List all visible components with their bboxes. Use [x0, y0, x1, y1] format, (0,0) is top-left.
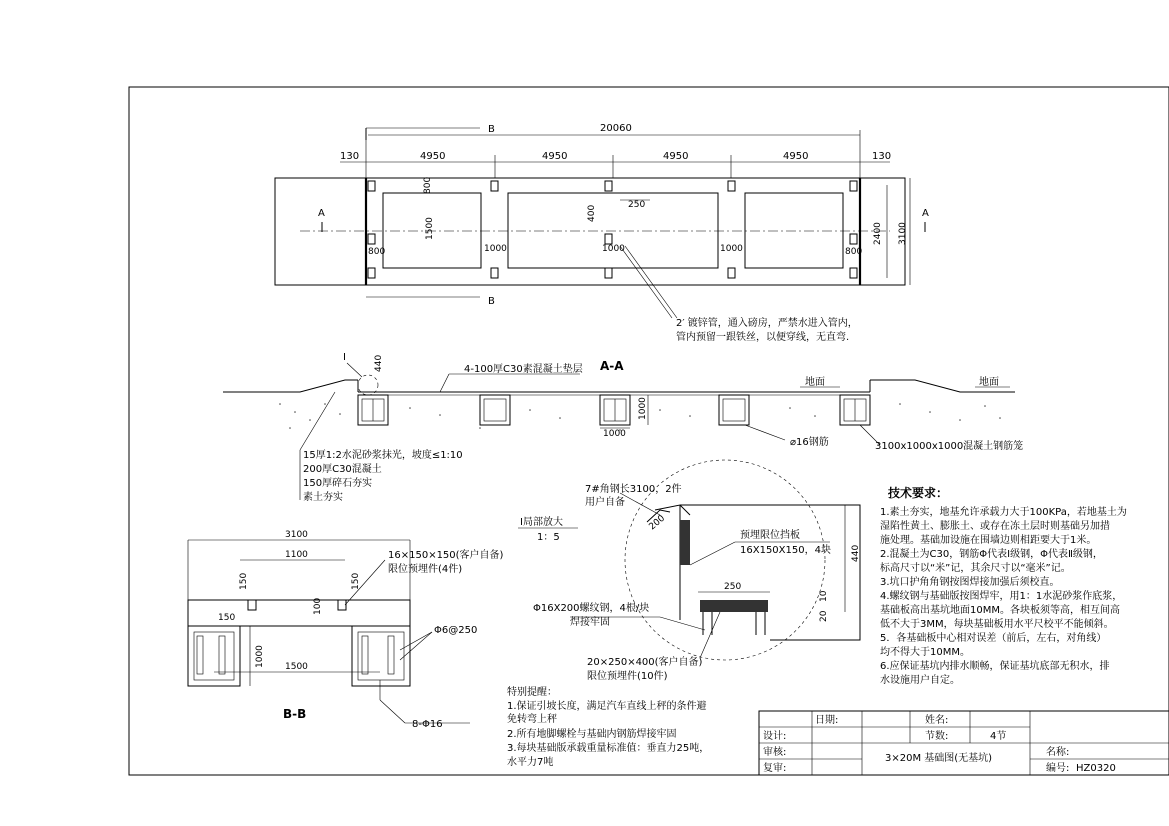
detail-dim-440: 440	[851, 544, 861, 562]
tech-line-11: 均不得大于10MM。	[880, 647, 970, 658]
notes-line-5: 水平力7吨	[507, 757, 554, 768]
detail-bolt-note-2: 焊接牢固	[570, 617, 610, 628]
bb-dim-150a: 150	[239, 572, 249, 590]
detail-part-note-2: 限位预埋件(10件)	[587, 671, 668, 682]
section-aa-dim-1000-v: 1000	[638, 397, 648, 420]
plan-dim-2400: 2400	[873, 222, 883, 245]
plan-dim-400: 400	[587, 204, 597, 222]
section-aa-ground-2: 地面	[979, 377, 999, 388]
plan-section-mark-a-left: A	[318, 208, 325, 219]
ground-profile-left	[223, 380, 358, 392]
tb-recheck: 复审:	[763, 763, 787, 774]
section-aa-cage-label: 3100x1000x1000混凝土钢筋笼	[875, 441, 1024, 452]
tech-line-8: 基础板高出基坑地面10MM。各块板须等高，相互间高	[880, 605, 1120, 616]
section-aa-title: A-A	[600, 359, 624, 373]
plan-dim-1500: 1500	[425, 217, 435, 240]
tb-sections: 节数:	[925, 731, 949, 742]
section-bb	[188, 530, 504, 730]
plan-dim-total: 20060	[600, 123, 632, 134]
plan-section-mark-a-right: A	[922, 208, 929, 219]
detail-angle-note-2: 用户自备	[585, 497, 625, 508]
detail-dim-20: 20	[819, 610, 829, 622]
detail-plate-spec: 16X150X150，4块	[740, 545, 831, 556]
bb-dim-1500: 1500	[285, 662, 308, 672]
section-aa-layer-3: 150厚碎石夯实	[303, 478, 373, 489]
detail-dim-250: 250	[724, 582, 742, 592]
cage-1	[358, 395, 388, 425]
detail-scale: 1：5	[537, 532, 560, 543]
plan-outline	[275, 178, 905, 285]
tech-line-6: 3.坑口护角角钢按图焊接加强后须校直。	[880, 577, 1060, 588]
section-aa-layer-4: 素土夯实	[303, 492, 343, 503]
bb-part-note-2: 限位预埋件(4件)	[388, 564, 463, 575]
plan-pipe-note-2: 管内预留一跟铁丝，以便穿线，无直弯.	[676, 332, 850, 343]
plan-dim-span-1: 4950	[420, 151, 446, 162]
detail-dim-10: 10	[819, 590, 829, 602]
tb-name: 姓名:	[925, 715, 949, 726]
detail-dim-200: 200	[647, 513, 668, 533]
tech-line-3: 施处理。基础加设施在围墙边则相距要大于1米。	[880, 535, 1097, 546]
detail-angle-note-1: 7#角钢长3100，2件	[585, 484, 682, 495]
special-notes	[507, 685, 709, 768]
plan-pipe-note-1: 2′ 镀锌管，通入磅房，严禁水进入管内，	[676, 318, 858, 329]
notes-title: 特别提醒：	[507, 687, 557, 698]
bb-dim-3100: 3100	[285, 530, 308, 540]
tech-requirements	[880, 485, 1127, 686]
tech-line-4: 2.混凝土为C30，钢筋Φ代表Ⅰ级钢，Φ代表Ⅱ级钢，	[880, 549, 1103, 560]
notes-line-3: 2.所有地脚螺栓与基础内钢筋焊接牢固	[507, 729, 677, 740]
plan-dim-span-3: 4950	[663, 151, 689, 162]
cage-4	[719, 395, 749, 425]
bb-cage-left	[188, 626, 240, 686]
bb-dim-1000: 1000	[255, 645, 265, 668]
detail-part-note-1: 20×250×400(客户自备)	[587, 657, 703, 668]
section-aa-dim-1000-h: 1000	[603, 429, 626, 439]
tech-line-13: 水设施用户自定。	[880, 675, 960, 686]
plan-pad-2	[508, 193, 718, 268]
detail-i	[518, 460, 861, 682]
plan-view	[275, 123, 929, 343]
plan-dim-800-right: 800	[845, 247, 863, 257]
tech-line-10: 5．各基础板中心相对误差（前后，左右，对角线）	[880, 633, 1107, 644]
notes-line-2: 免转弯上秤	[507, 714, 557, 725]
cage-5	[840, 395, 870, 425]
notes-line-4: 3.每块基础版承载重量标准值：垂直力25吨，	[507, 743, 710, 754]
section-aa-ground-1: 地面	[805, 377, 825, 388]
bb-stirrup-label: Φ6@250	[434, 625, 478, 636]
plan-dim-1000-left: 1000	[484, 244, 507, 254]
bb-dim-1100: 1100	[285, 550, 308, 560]
tech-line-1: 1.素土夯实，地基允许承载力大于100KPa，若地基土为	[880, 507, 1127, 518]
tech-title: 技术要求：	[888, 486, 949, 500]
tb-design: 设计:	[763, 731, 787, 742]
tech-line-12: 6.应保证基坑内排水顺畅，保证基坑底部无积水，排	[880, 661, 1110, 672]
section-aa-dim-440: 440	[374, 354, 384, 372]
plan-bolts	[368, 181, 857, 278]
plan-dim-800-left: 800	[368, 247, 386, 257]
bb-dim-100: 100	[313, 597, 323, 615]
section-aa-layer-1: 15厚1:2水泥砂浆抹光，坡度≤1:10	[303, 450, 463, 461]
tech-line-2: 湿陷性黄土、膨胀土、或存在冻土层时则基础另加措	[880, 521, 1110, 532]
tb-number: HZ0320	[1076, 763, 1116, 774]
plan-dim-1000-mid: 1000	[602, 244, 625, 254]
plan-dim-end-left: 130	[340, 151, 360, 162]
bb-title: B-B	[283, 707, 307, 721]
tech-line-5: 标高尺寸以“米”记，其余尺寸以“毫米”记。	[880, 563, 1071, 574]
tb-date: 日期:	[815, 715, 839, 726]
plan-dim-span-4: 4950	[783, 151, 809, 162]
plan-dim-250: 250	[628, 200, 646, 210]
tech-line-7: 4.螺纹钢与基础版按图焊牢，用1：1水泥砂浆作底浆，	[880, 591, 1123, 602]
notes-line-1: 1.保证引坡长度，满足汽车直线上秤的条件避	[507, 701, 707, 712]
cage-2	[480, 395, 510, 425]
plan-dim-end-right: 130	[872, 151, 892, 162]
section-aa-layer-label: 4-100厚C30素混凝土垫层	[464, 364, 583, 375]
section-aa-layer-2: 200厚C30混凝土	[303, 464, 382, 475]
bb-rebar-label: 8-Φ16	[412, 719, 443, 730]
plan-section-mark-b-top: B	[488, 124, 495, 135]
plan-dim-3100: 3100	[898, 222, 908, 245]
plan-dim-span-2: 4950	[542, 151, 568, 162]
tb-label-name: 名称:	[1046, 747, 1070, 758]
tb-review: 审核:	[763, 747, 787, 758]
plan-dim-800-top: 800	[423, 176, 433, 194]
bb-part-note-1: 16×150×150(客户自备)	[388, 550, 504, 561]
plan-section-mark-b-bottom: B	[488, 296, 495, 307]
plan-pad-3	[745, 193, 843, 268]
tb-drawing-title: 3×20M 基础图(无基坑)	[885, 753, 993, 764]
bb-cage-right	[352, 626, 410, 686]
cage-3	[600, 395, 630, 425]
plan-dim-1000-right: 1000	[720, 244, 743, 254]
section-aa	[223, 352, 1023, 503]
bb-dim-150c: 150	[218, 613, 236, 623]
bb-dim-150b: 150	[351, 572, 361, 590]
detail-title: I局部放大	[520, 517, 563, 528]
detail-plate-title: 预埋限位挡板	[740, 530, 800, 541]
tb-label-no: 编号:	[1046, 763, 1070, 774]
section-aa-rebar-label: ⌀16钢筋	[790, 437, 829, 448]
detail-bolt-note-1: Φ16X200螺纹钢，4根/块	[533, 603, 650, 614]
title-block	[759, 711, 1169, 775]
tech-line-9: 低不大于3MM，每块基础板用水平尺校平不能倾斜。	[880, 619, 1114, 630]
detail-mark-i: I	[343, 352, 346, 363]
tb-sections-value: 4节	[990, 731, 1007, 742]
